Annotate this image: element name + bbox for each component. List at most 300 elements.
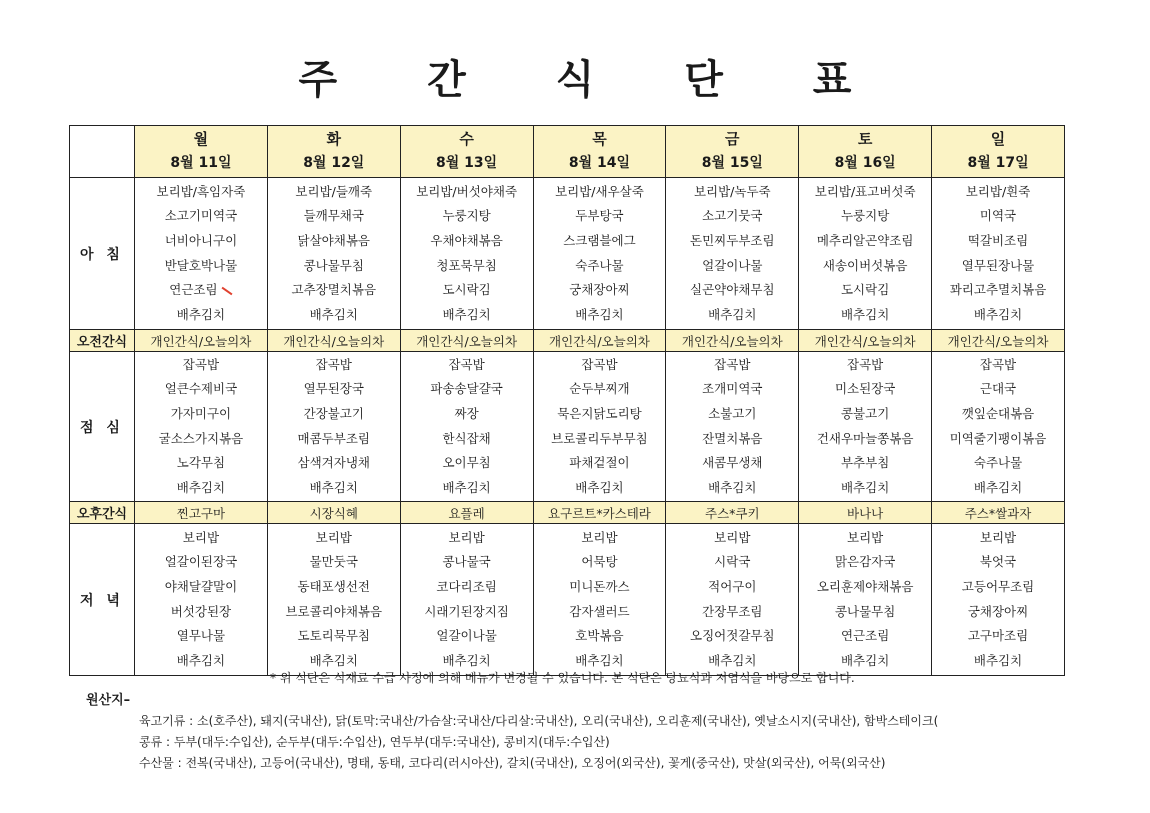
dish-label: 파송송달걀국 [430, 381, 503, 397]
dish-item [799, 526, 931, 551]
dish-item [666, 600, 798, 625]
dish-label: 오리훈제야채볶음 [816, 578, 914, 594]
dish-item [534, 624, 666, 649]
dish-item [666, 229, 798, 254]
meal-cell-mon [135, 178, 268, 330]
weekday-label: 월 [193, 129, 209, 148]
dish-item [799, 402, 931, 427]
dish-label: 보리밥 [979, 529, 1017, 545]
meal-cell-tue [267, 178, 400, 330]
dish-label: 시락국 [714, 554, 751, 570]
dish-label: 잔멸치볶음 [702, 430, 763, 446]
dish-label: 도시락김 [840, 282, 890, 298]
dish-label: 얼갈이된장국 [164, 554, 238, 570]
dish-item [268, 427, 400, 452]
snack-cell-tue: 시장식혜 [267, 502, 400, 524]
date-label: 8월 12일 [303, 154, 365, 171]
dish-label: 배추김치 [176, 306, 226, 322]
row-breakfast [70, 178, 1065, 330]
dish-label: 배추김치 [575, 652, 624, 668]
row-am-snack [70, 330, 1065, 352]
day-header-thu [533, 126, 666, 178]
dish-label: 보리밥/흑임자죽 [156, 183, 246, 199]
dish-item [135, 600, 267, 625]
dish-label: 콩나물무침 [834, 603, 896, 619]
date-label: 8월 14일 [568, 154, 631, 171]
dish-label: 간장무조림 [702, 603, 763, 619]
dish-label: 버섯강된장 [170, 603, 232, 619]
dish-item [534, 427, 666, 452]
dish-label: 숙주나물 [575, 257, 624, 273]
header-row [70, 126, 1065, 178]
dish-item [268, 377, 400, 402]
dish-label: 새콤무생채 [702, 455, 763, 471]
meal-cell-wed [400, 178, 533, 330]
dish-label: 우채야채볶음 [430, 232, 503, 248]
snack-cell-sat: 바나나 [799, 502, 932, 524]
dish-item [534, 353, 666, 378]
dish-item [799, 278, 931, 303]
dish-label: 잡곡밥 [847, 356, 884, 372]
dish-label: 보리밥 [714, 529, 751, 545]
dish-label: 새송이버섯볶음 [822, 257, 908, 273]
dish-item [268, 575, 400, 600]
dish-item [401, 476, 533, 501]
dish-item [932, 600, 1064, 625]
dish-item [666, 402, 798, 427]
dish-label: 배추김치 [442, 479, 491, 495]
dish-label: 잡곡밥 [448, 356, 485, 372]
dish-label: 고구마조림 [967, 628, 1029, 644]
day-header-wed [400, 126, 533, 178]
dish-label: 건새우마늘쫑볶음 [816, 430, 914, 446]
dish-label: 반달호박나물 [164, 257, 238, 273]
dish-label: 배추김치 [840, 479, 890, 495]
dish-label: 북엇국 [979, 554, 1017, 570]
date-label: 8월 15일 [701, 154, 763, 171]
dish-label: 깻잎순대볶음 [961, 405, 1035, 421]
meal-cell-sat [799, 178, 932, 330]
dish-item [932, 254, 1064, 279]
dish-item [401, 600, 533, 625]
dish-label: 미소된장국 [834, 381, 896, 397]
dish-item [268, 353, 400, 378]
dish-label: 메추리알곤약조림 [816, 232, 914, 248]
row-dinner [70, 524, 1065, 676]
dish-label: 감자샐러드 [569, 603, 630, 619]
dish-label: 야채달걀말이 [164, 578, 238, 594]
dish-item [932, 377, 1064, 402]
dish-label: 연근조림 [840, 628, 890, 644]
dish-label: 보리밥/녹두죽 [693, 183, 771, 199]
dish-label: 배추김치 [176, 652, 226, 668]
dish-item [932, 526, 1064, 551]
dish-label: 실곤약야채무침 [690, 282, 775, 298]
dish-label: 숙주나물 [973, 455, 1023, 471]
dish-item [135, 402, 267, 427]
dish-label: 굴소스가지볶음 [158, 430, 244, 446]
dish-item [534, 254, 666, 279]
date-label: 8월 17일 [967, 154, 1029, 171]
dish-label: 미니돈까스 [569, 578, 630, 594]
row-label: 아 침 [70, 178, 135, 330]
dish-label: 보리밥/표고버섯죽 [814, 183, 916, 199]
dish-item [534, 575, 666, 600]
dish-item [268, 550, 400, 575]
row-label: 점 심 [70, 352, 135, 502]
meal-cell-fri [666, 352, 799, 502]
dish-label: 콩나물무침 [303, 257, 364, 273]
dish-label: 브로콜리야채볶음 [285, 603, 383, 619]
dish-item [932, 229, 1064, 254]
dish-label: 한식잡채 [442, 430, 491, 446]
dish-item [135, 427, 267, 452]
dish-item [401, 526, 533, 551]
snack-cell-mon: 개인간식/오늘의차 [135, 330, 268, 352]
dish-label: 오이무침 [442, 455, 491, 471]
meal-cell-sat [799, 524, 932, 676]
origin-seafood-line: 수산물 : 전복(국내산), 고등어(국내산), 명태, 동태, 코다리(러시아산), 갈치(국내산), 오징어(외국산), 꽃게(중국산), 맛살(외국산), 어묵(외국산) [139, 756, 886, 770]
dish-item [135, 204, 267, 229]
row-label: 오전간식 [70, 330, 135, 352]
dish-item [666, 427, 798, 452]
dish-item [932, 624, 1064, 649]
dish-item [268, 402, 400, 427]
dish-item [666, 526, 798, 551]
dish-label: 배추김치 [442, 652, 491, 668]
dish-label: 시래기된장지짐 [424, 603, 509, 619]
dish-item [135, 476, 267, 501]
dish-item [268, 278, 400, 303]
dish-item [135, 353, 267, 378]
dish-label: 얼큰수제비국 [164, 381, 238, 397]
meal-cell-wed [400, 352, 533, 502]
dish-label: 궁채장아찌 [967, 603, 1029, 619]
dish-item [401, 402, 533, 427]
dish-label: 열무된장국 [303, 381, 364, 397]
dish-item [932, 303, 1064, 328]
dish-label: 열무나물 [176, 628, 226, 644]
origin-title: 원산지– [86, 693, 131, 708]
snack-cell-sat: 개인간식/오늘의차 [799, 330, 932, 352]
snack-cell-wed: 개인간식/오늘의차 [400, 330, 533, 352]
dish-item [799, 353, 931, 378]
dish-item [799, 550, 931, 575]
dish-item [534, 204, 666, 229]
dish-label: 배추김치 [309, 652, 358, 668]
dish-item [932, 427, 1064, 452]
dish-label: 배추김치 [973, 306, 1023, 322]
row-label: 오후간식 [70, 502, 135, 524]
dish-label: 호박볶음 [575, 628, 624, 644]
dish-item [534, 526, 666, 551]
dish-label: 콩나물국 [442, 554, 491, 570]
dish-label: 가자미구이 [170, 405, 232, 421]
dish-item [799, 377, 931, 402]
dish-item [932, 575, 1064, 600]
dish-item [799, 476, 931, 501]
dish-item [268, 526, 400, 551]
dish-label: 닭살야채볶음 [297, 232, 370, 248]
dish-label: 물만둣국 [309, 554, 358, 570]
dish-label: 배추김치 [708, 306, 757, 322]
weekday-label: 금 [725, 129, 740, 148]
dish-label: 보리밥/흰죽 [965, 183, 1031, 199]
snack-cell-fri: 주스*쿠키 [666, 502, 799, 524]
dish-item [799, 427, 931, 452]
dish-item [666, 476, 798, 501]
meal-cell-thu [533, 352, 666, 502]
dish-label: 묵은지닭도리탕 [557, 405, 642, 421]
dish-label: 도토리묵무침 [297, 628, 370, 644]
row-lunch [70, 352, 1065, 502]
dish-item [932, 180, 1064, 205]
dish-item [799, 229, 931, 254]
dish-item [534, 180, 666, 205]
dish-label: 잡곡밥 [714, 356, 751, 372]
meal-cell-mon [135, 352, 268, 502]
dish-item [799, 600, 931, 625]
dish-item [135, 649, 267, 674]
dish-label: 떡갈비조림 [967, 232, 1029, 248]
dish-item [799, 451, 931, 476]
dish-label: 어묵탕 [581, 554, 618, 570]
dish-label: 매콤두부조림 [297, 430, 370, 446]
dish-label: 잡곡밥 [182, 356, 220, 372]
dish-item [534, 451, 666, 476]
dish-item [534, 303, 666, 328]
dish-item [666, 575, 798, 600]
dish-label: 열무된장나물 [961, 257, 1035, 273]
dish-item [135, 254, 267, 279]
dish-label: 콩불고기 [840, 405, 890, 421]
dish-label: 잡곡밥 [581, 356, 618, 372]
meal-cell-fri [666, 524, 799, 676]
dish-label: 오징어젓갈무침 [690, 628, 775, 644]
dish-item [135, 526, 267, 551]
dish-label: 파채겉절이 [569, 455, 630, 471]
dish-label: 삼색겨자냉채 [297, 455, 370, 471]
origin-meat-line: 육고기류 : 소(호주산), 돼지(국내산), 닭(토막:국내산/가슴살:국내산/다리살:국내산), 오리(국내산), 오리훈제(국내산), 옛날소시지(국내산), 함박스테이크( [139, 714, 939, 728]
dish-label: 미역줄기팽이볶음 [949, 430, 1047, 446]
weekly-menu-table [69, 125, 1065, 676]
dish-label: 간장불고기 [303, 405, 364, 421]
dish-item [135, 278, 267, 303]
dish-item [401, 550, 533, 575]
dish-label: 보리밥 [581, 529, 618, 545]
dish-label: 소불고기 [708, 405, 757, 421]
meal-cell-sun [932, 524, 1065, 676]
date-label: 8월 11일 [170, 154, 232, 171]
dish-label: 근대국 [979, 381, 1017, 397]
origin-bean-line: 콩류 : 두부(대두:수입산), 순두부(대두:수입산), 연두부(대두:국내산), 콩비지(대두:수입산) [139, 735, 610, 749]
dish-item [268, 254, 400, 279]
dish-label: 보리밥 [315, 529, 352, 545]
dish-item [135, 229, 267, 254]
dish-label: 배추김치 [840, 652, 890, 668]
meal-cell-mon [135, 524, 268, 676]
dish-label: 브로콜리두부무침 [551, 430, 648, 446]
dish-item [401, 229, 533, 254]
snack-cell-tue: 개인간식/오늘의차 [267, 330, 400, 352]
dish-item [932, 476, 1064, 501]
dish-item [534, 402, 666, 427]
dish-item [799, 204, 931, 229]
dish-label: 노각무침 [176, 455, 226, 471]
dish-label: 보리밥 [182, 529, 220, 545]
menu-notice: * 위 식단은 식재료 수급 사정에 의해 메뉴가 변경될 수 있습니다. 본 식단은 당뇨식과 저염식을 바탕으로 합니다. [270, 671, 855, 685]
dish-label: 부추부침 [840, 455, 890, 471]
dish-item [401, 624, 533, 649]
dish-label: 동태포생선전 [297, 578, 370, 594]
snack-cell-thu: 개인간식/오늘의차 [533, 330, 666, 352]
page-title: 주 간 식 단 표 [298, 57, 890, 103]
meal-cell-thu [533, 178, 666, 330]
dish-item [534, 229, 666, 254]
dish-item [401, 451, 533, 476]
dish-item [268, 204, 400, 229]
meal-cell-thu [533, 524, 666, 676]
meal-cell-sun [932, 352, 1065, 502]
dish-item [401, 254, 533, 279]
dish-label: 배추김치 [575, 306, 624, 322]
dish-item [401, 377, 533, 402]
dish-item [932, 402, 1064, 427]
dish-label: 스크램블에그 [563, 232, 636, 248]
dish-item [534, 377, 666, 402]
row-label: 저 녁 [70, 524, 135, 676]
day-header-sun [932, 126, 1065, 178]
dish-label: 보리밥/들깨죽 [295, 183, 373, 199]
dish-label: 배추김치 [176, 479, 226, 495]
dish-label: 배추김치 [575, 479, 624, 495]
dish-label: 누룽지탕 [840, 208, 890, 224]
dish-item [268, 229, 400, 254]
dish-item [401, 303, 533, 328]
dish-item [268, 624, 400, 649]
dish-item [135, 550, 267, 575]
dish-label: 적어구이 [708, 578, 757, 594]
dish-item [268, 600, 400, 625]
dish-item [932, 353, 1064, 378]
dish-item [401, 427, 533, 452]
snack-cell-thu: 요구르트*카스테라 [533, 502, 666, 524]
dish-item [135, 624, 267, 649]
dish-label: 짜장 [454, 405, 479, 421]
dish-item [135, 303, 267, 328]
dish-label: 보리밥/버섯야채죽 [416, 183, 518, 199]
dish-label: 돈민찌두부조림 [690, 232, 775, 248]
dish-item [135, 377, 267, 402]
dish-item [932, 649, 1064, 674]
dish-label: 배추김치 [309, 479, 358, 495]
dish-label: 보리밥 [847, 529, 884, 545]
dish-label: 소고기미역국 [164, 208, 238, 224]
dish-item [401, 278, 533, 303]
meal-cell-sat [799, 352, 932, 502]
dish-item [666, 278, 798, 303]
dish-item [268, 180, 400, 205]
dish-item [401, 204, 533, 229]
dish-label: 배추김치 [708, 479, 757, 495]
dish-item [799, 575, 931, 600]
meal-cell-wed [400, 524, 533, 676]
dish-item [799, 254, 931, 279]
dish-label: 너비아니구이 [164, 232, 238, 248]
dish-label: 얼갈이나물 [702, 257, 763, 273]
dish-item [799, 303, 931, 328]
dish-label: 배추김치 [973, 652, 1023, 668]
day-header-fri [666, 126, 799, 178]
dish-item [932, 451, 1064, 476]
dish-item [932, 204, 1064, 229]
pen-mark [221, 286, 232, 295]
dish-label: 보리밥 [448, 529, 485, 545]
dish-item [135, 575, 267, 600]
dish-label: 소고기뭇국 [702, 208, 763, 224]
dish-item [268, 476, 400, 501]
dish-label: 배추김치 [442, 306, 491, 322]
dish-label: 두부탕국 [575, 208, 624, 224]
dish-label: 누룽지탕 [442, 208, 491, 224]
day-header-mon [135, 126, 268, 178]
snack-cell-wed: 요플레 [400, 502, 533, 524]
dish-item [932, 278, 1064, 303]
snack-cell-sun: 주스*쌀과자 [932, 502, 1065, 524]
dish-label: 도시락김 [442, 282, 491, 298]
dish-label: 조개미역국 [702, 381, 763, 397]
dish-item [666, 180, 798, 205]
day-header-tue [267, 126, 400, 178]
weekday-label: 토 [857, 129, 873, 148]
meal-cell-sun [932, 178, 1065, 330]
dish-item [666, 204, 798, 229]
dish-label: 배추김치 [309, 306, 358, 322]
meal-cell-tue [267, 524, 400, 676]
dish-label: 청포묵무침 [436, 257, 497, 273]
snack-cell-sun: 개인간식/오늘의차 [932, 330, 1065, 352]
dish-label: 잡곡밥 [315, 356, 352, 372]
dish-item [666, 550, 798, 575]
dish-item [666, 254, 798, 279]
weekday-label: 일 [990, 129, 1006, 148]
dish-item [135, 451, 267, 476]
dish-item [666, 353, 798, 378]
corner-cell [70, 126, 135, 178]
dish-item [268, 303, 400, 328]
date-label: 8월 13일 [436, 154, 498, 171]
dish-label: 보리밥/새우살죽 [555, 183, 644, 199]
meal-cell-tue [267, 352, 400, 502]
dish-item [534, 550, 666, 575]
snack-cell-fri: 개인간식/오늘의차 [666, 330, 799, 352]
dish-item [666, 451, 798, 476]
weekday-label: 화 [326, 129, 342, 148]
row-pm-snack [70, 502, 1065, 524]
snack-cell-mon: 찐고구마 [135, 502, 268, 524]
day-header-sat [799, 126, 932, 178]
dish-label: 미역국 [979, 208, 1017, 224]
dish-label: 고등어무조림 [961, 578, 1035, 594]
dish-label: 잡곡밥 [979, 356, 1017, 372]
dish-label: 배추김치 [708, 652, 757, 668]
dish-label: 맑은감자국 [834, 554, 896, 570]
weekday-label: 수 [459, 129, 474, 148]
dish-item [401, 180, 533, 205]
dish-item [666, 303, 798, 328]
dish-item [268, 451, 400, 476]
dish-label: 연근조림 [169, 282, 218, 298]
